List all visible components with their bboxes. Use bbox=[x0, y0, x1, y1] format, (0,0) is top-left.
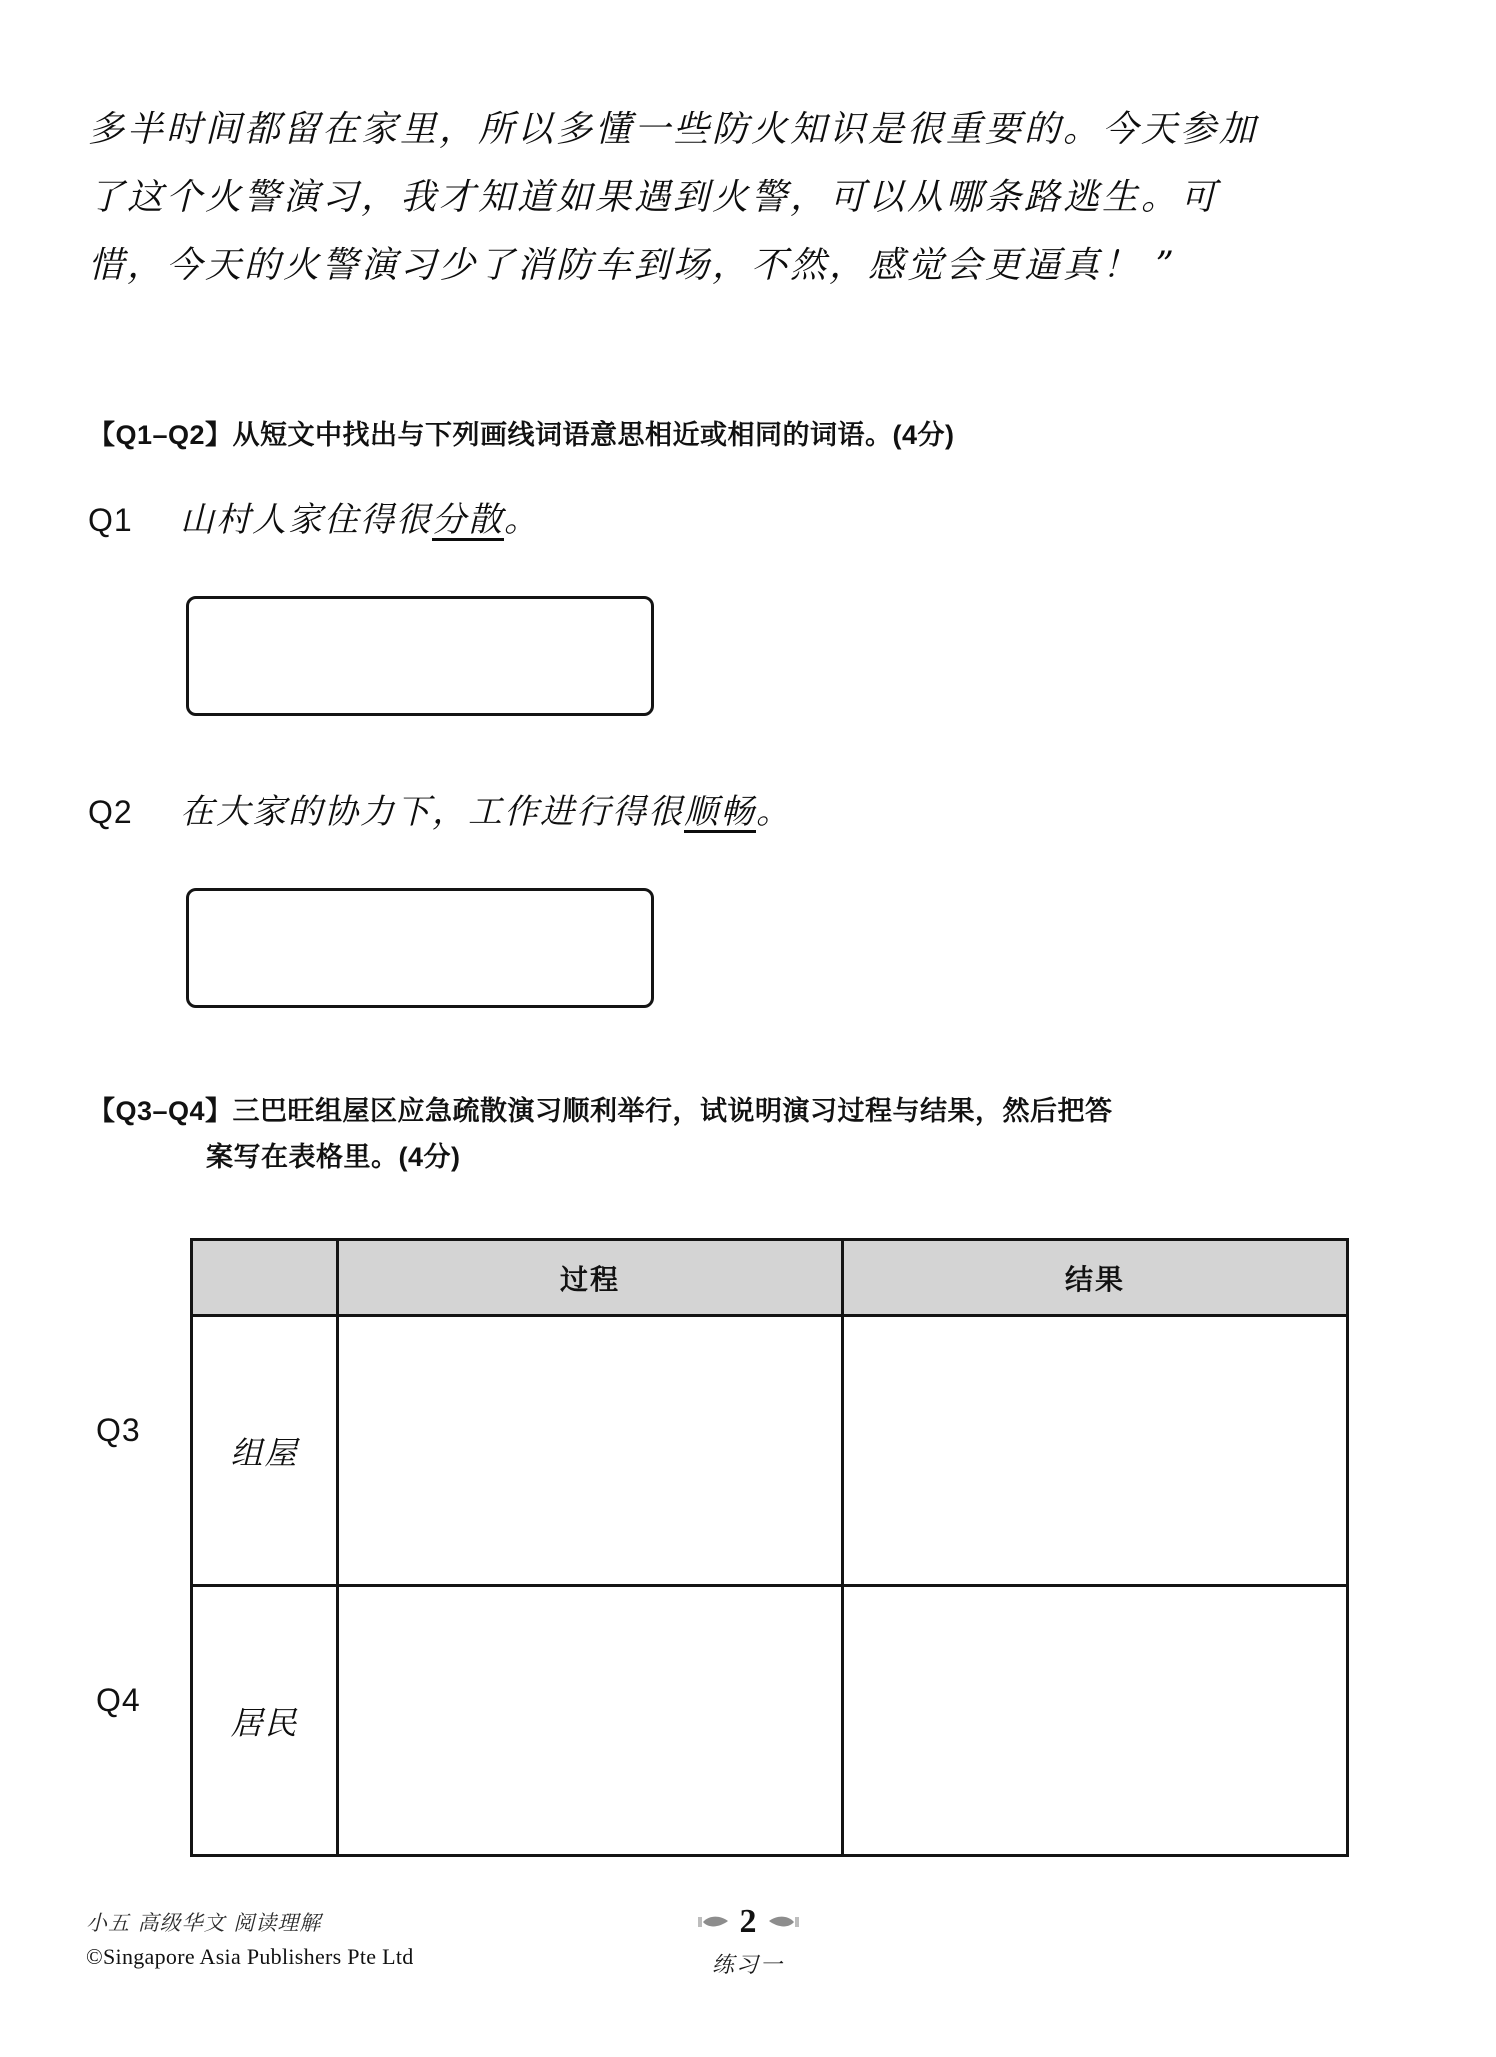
q1-text-before: 山村人家住得很 bbox=[180, 500, 432, 540]
row-label-q3: 组屋 bbox=[192, 1316, 338, 1586]
question-row-q2 bbox=[88, 784, 792, 833]
q1-text-after: 。 bbox=[504, 500, 540, 540]
answer-table-body bbox=[192, 1316, 1348, 1856]
answer-table-head bbox=[192, 1240, 1348, 1316]
question-row-q1 bbox=[88, 492, 540, 541]
wing-right-icon bbox=[767, 1913, 801, 1931]
table-row bbox=[192, 1316, 1348, 1586]
passage-text bbox=[88, 96, 1388, 300]
answer-cell-q4-process[interactable] bbox=[338, 1586, 843, 1856]
q2-underlined-word: 顺畅 bbox=[684, 792, 756, 832]
answer-cell-q3-process[interactable] bbox=[338, 1316, 843, 1586]
footer-copyright: ©Singapore Asia Publishers Pte Ltd bbox=[86, 1944, 414, 1969]
answer-cell-q4-result[interactable] bbox=[843, 1586, 1348, 1856]
question-text-q2 bbox=[180, 784, 792, 833]
table-header-result: 结果 bbox=[843, 1240, 1348, 1316]
footer-exercise-label: 练习一 bbox=[711, 1953, 784, 1978]
passage-line-3: 惜，今天的火警演习少了消防车到场，不然，感觉会更逼真！ ” bbox=[88, 245, 1177, 286]
passage-line-1: 多半时间都留在家里，所以多懂一些防火知识是很重要的。今天参加 bbox=[88, 109, 1259, 150]
table-header-corner bbox=[192, 1240, 338, 1316]
question-label-q4: Q4 bbox=[96, 1682, 141, 1718]
footer-center bbox=[0, 1900, 1496, 1979]
q2-text-before: 在大家的协力下，工作进行得很 bbox=[180, 792, 684, 832]
question-label-q1: Q1 bbox=[88, 502, 133, 538]
instruction-q1-q2 bbox=[88, 412, 1368, 458]
instruction-q3-q4-line2: 案写在表格里。(4分) bbox=[206, 1142, 461, 1172]
answer-cell-q3-result[interactable] bbox=[843, 1316, 1348, 1586]
q1-underlined-word: 分散 bbox=[432, 500, 504, 540]
page-number: 2 bbox=[739, 1903, 757, 1940]
wing-left-icon bbox=[696, 1913, 730, 1931]
passage-line-2: 了这个火警演习，我才知道如果遇到火警，可以从哪条路逃生。可 bbox=[88, 177, 1220, 218]
row-label-q4: 居民 bbox=[192, 1586, 338, 1856]
footer-book-title: 小五 高级华文 阅读理解 bbox=[86, 1911, 322, 1935]
answer-table bbox=[190, 1238, 1349, 1857]
q2-text-after: 。 bbox=[756, 792, 792, 832]
instruction-q3-q4-line1: 【Q3–Q4】三巴旺组屋区应急疏散演习顺利举行，试说明演习过程与结果，然后把答 bbox=[88, 1096, 1113, 1126]
instruction-q3-q4 bbox=[88, 1088, 1358, 1180]
question-text-q1 bbox=[180, 492, 540, 541]
page-number-row bbox=[0, 1900, 1496, 1944]
table-header-process: 过程 bbox=[338, 1240, 843, 1316]
question-label-q2: Q2 bbox=[88, 794, 133, 830]
instruction-q1-q2-text: 【Q1–Q2】从短文中找出与下列画线词语意思相近或相同的词语。(4分) bbox=[88, 420, 955, 450]
table-header-row bbox=[192, 1240, 1348, 1316]
question-label-q3: Q3 bbox=[96, 1412, 141, 1448]
table-row bbox=[192, 1586, 1348, 1856]
answer-box-q1[interactable] bbox=[186, 596, 654, 716]
answer-box-q2[interactable] bbox=[186, 888, 654, 1008]
